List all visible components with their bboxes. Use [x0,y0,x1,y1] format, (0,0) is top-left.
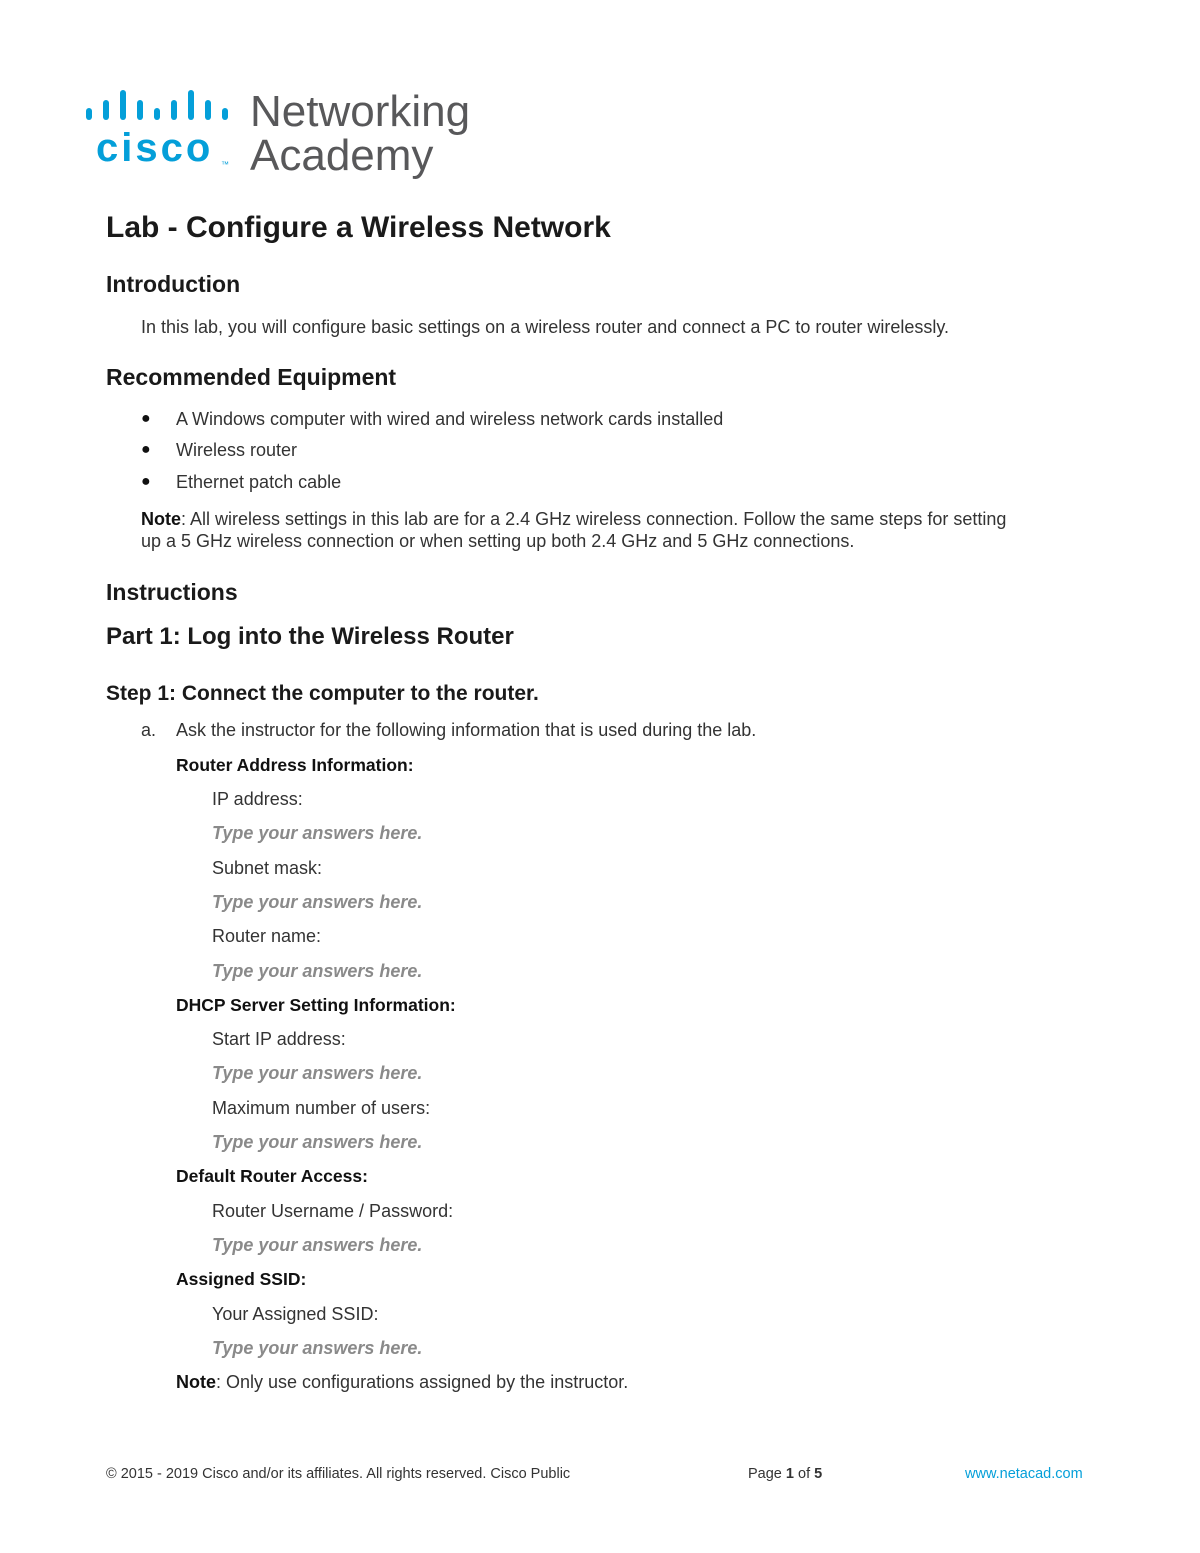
start-ip-answer[interactable]: Type your answers here. [212,1063,423,1083]
footer-website-link[interactable]: www.netacad.com [965,1466,1083,1482]
max-users-answer[interactable]: Type your answers here. [212,1132,423,1152]
subnet-mask-answer[interactable]: Type your answers here. [212,892,423,912]
username-password-answer[interactable]: Type your answers here. [212,1235,423,1255]
footer-page-number: Page 1 of 5 [748,1466,823,1482]
username-password-label: Router Username / Password: [212,1201,454,1221]
cisco-wordmark: cisco [96,126,214,170]
router-name-answer[interactable]: Type your answers here. [212,961,423,981]
logo-academy: Academy [250,131,434,180]
introduction-text: In this lab, you will configure basic settings on a wireless router and connect a PC to router wirelessly. [141,317,950,337]
note-text: : All wireless settings in this lab are for a 2.4 GHz wireless connection. Follow the same steps for setting [181,509,1007,529]
step1-heading: Step 1: Connect the computer to the router. [106,682,539,705]
equipment-note [141,509,1006,530]
equipment-heading: Recommended Equipment [106,364,397,390]
cisco-bars-icon [84,88,234,128]
list-item: Wireless router [176,440,298,460]
logo-networking: Networking [250,87,471,136]
your-ssid-answer[interactable]: Type your answers here. [212,1338,423,1358]
ip-address-answer[interactable]: Type your answers here. [212,823,423,843]
instructor-note [176,1372,628,1393]
dhcp-heading: DHCP Server Setting Information: [176,995,456,1015]
start-ip-label: Start IP address: [212,1029,346,1049]
router-name-label: Router name: [212,926,322,946]
ip-address-label: IP address: [212,789,303,809]
page-title: Lab - Configure a Wireless Network [106,211,611,244]
note-label: Note [176,1372,216,1392]
subnet-mask-label: Subnet mask: [212,858,323,878]
item-a-text: Ask the instructor for the following information that is used during the lab. [176,720,757,740]
list-item: Ethernet patch cable [176,472,342,492]
part1-heading: Part 1: Log into the Wireless Router [106,623,514,650]
ssid-heading: Assigned SSID: [176,1269,307,1289]
note-text: : Only use configurations assigned by the instructor. [216,1372,629,1392]
item-a-marker: a. [141,720,157,740]
bullet-icon: ● [141,441,151,458]
introduction-heading: Introduction [106,271,241,297]
footer-copyright: © 2015 - 2019 Cisco and/or its affiliates. All rights reserved. Cisco Public [106,1466,571,1482]
bullet-icon: ● [141,410,151,427]
equipment-note-line2: up a 5 GHz wireless connection or when setting up both 2.4 GHz and 5 GHz connections. [141,531,855,551]
default-access-heading: Default Router Access: [176,1166,368,1186]
max-users-label: Maximum number of users: [212,1098,431,1118]
your-ssid-label: Your Assigned SSID: [212,1304,379,1324]
bullet-icon: ● [141,473,151,490]
list-item: A Windows computer with wired and wireless network cards installed [176,409,724,429]
note-label: Note [141,509,181,529]
instructions-heading: Instructions [106,579,238,605]
router-address-heading: Router Address Information: [176,755,414,775]
